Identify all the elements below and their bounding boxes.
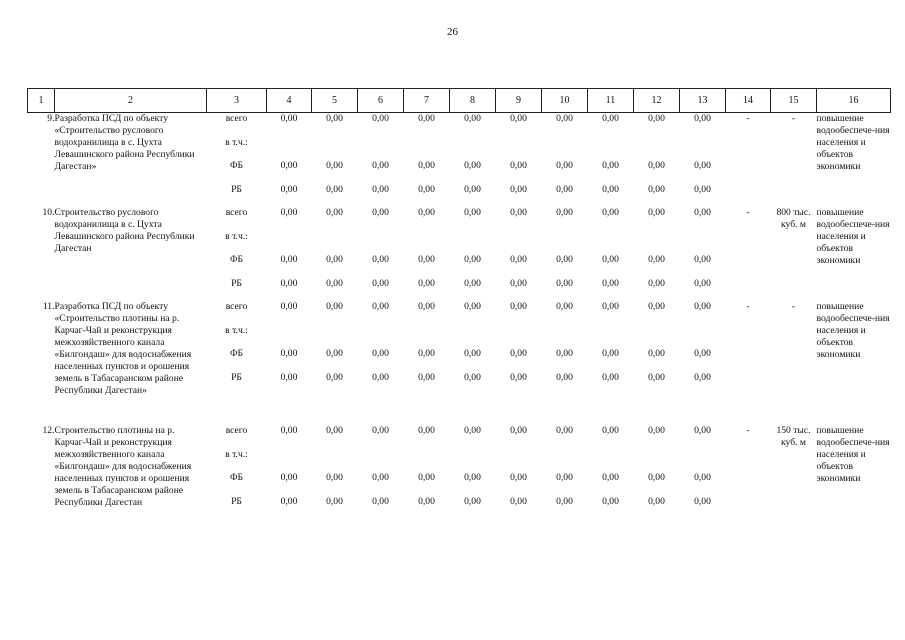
capacity-cell: 150 тыс. куб. м [776,425,811,448]
amount-value: 0,00 [464,425,481,436]
header-cell: 2 [55,89,207,113]
amount-value [267,449,312,473]
amount-value: 0,00 [372,160,389,171]
header-row [28,89,891,113]
header-cell: 1 [28,89,55,113]
amount-value: 0,00 [418,472,435,483]
financing-table [27,88,891,525]
header-cell: 11 [588,89,634,113]
amount-value [358,449,404,473]
value-cell [312,207,358,301]
value-cell [358,207,404,301]
funding-source-label: всего [225,425,248,436]
amount-value: 0,00 [280,301,298,312]
amount-value [542,137,588,161]
amount-value: 0,00 [280,183,298,195]
amount-value: 0,00 [510,160,527,171]
project-name: Разработка ПСД по объекту «Строительство плотины на р. Карчаг-Чай и реконструкция межхозяйственного канала «Билгондаш» для водоснабжения населенных пунктов и орошения земель в Табасаранском районе Республики Дагестан» [54,301,192,396]
amount-value: 0,00 [648,425,665,436]
amount-value [358,325,404,349]
funding-source-label: в т.ч.: [225,324,248,336]
amount-value: 0,00 [556,348,573,359]
value-cell [450,207,496,301]
amount-value [680,325,726,349]
amount-value: 0,00 [694,183,711,195]
amount-value: 0,00 [648,348,665,359]
amount-value: 0,00 [648,254,665,265]
amount-value: 0,00 [556,183,573,195]
value-cell [404,207,450,301]
amount-value: 0,00 [418,495,435,507]
funding-source-label: всего [225,113,248,124]
amount-value: 0,00 [280,495,298,507]
amount-value: 0,00 [372,348,389,359]
amount-value: 0,00 [418,348,435,359]
amount-value: 0,00 [648,495,665,507]
amount-value: 0,00 [602,207,619,218]
amount-value: 0,00 [694,207,711,218]
header-cell: 7 [404,89,450,113]
amount-value: 0,00 [694,277,711,289]
row-number: 12. [42,425,55,436]
amount-value: 0,00 [326,207,343,218]
funding-source-cell [207,301,267,425]
amount-value: 0,00 [326,277,343,289]
table-row [28,207,891,301]
amount-value: 0,00 [510,371,527,383]
amount-value: 0,00 [464,277,481,289]
header-cell: 6 [358,89,404,113]
funding-source-label: всего [225,301,248,312]
amount-value [634,231,680,255]
amount-value: 0,00 [464,183,481,195]
value-cell [542,301,588,425]
table-row [28,425,891,525]
funding-source-label: всего [225,207,248,218]
amount-value: 0,00 [280,160,298,171]
amount-value: 0,00 [694,160,711,171]
amount-value: 0,00 [602,472,619,483]
amount-value: 0,00 [510,472,527,483]
amount-value: 0,00 [694,301,711,312]
amount-value [680,137,726,161]
result-cell: повышение водообеспече-ния населения и объектов экономики [816,113,890,172]
amount-value [634,325,680,349]
amount-value [542,325,588,349]
amount-value [312,137,358,161]
amount-value: 0,00 [280,371,298,383]
amount-value: 0,00 [326,301,343,312]
amount-value [542,449,588,473]
value-cell [450,301,496,425]
amount-value: 0,00 [280,425,298,436]
amount-value [404,231,450,255]
result-cell: повышение водообеспече-ния населения и объектов экономики [816,425,890,484]
amount-value: 0,00 [418,183,435,195]
amount-value: 0,00 [418,425,435,436]
amount-value [267,137,312,161]
value-cell [358,113,404,208]
amount-value: 0,00 [372,495,389,507]
amount-value: 0,00 [602,301,619,312]
value-cell [496,113,542,208]
amount-value: 0,00 [648,277,665,289]
result-cell: повышение водообеспече-ния населения и объектов экономики [816,301,890,360]
header-cell: 12 [634,89,680,113]
amount-value: 0,00 [556,495,573,507]
amount-value: 0,00 [556,254,573,265]
amount-value [358,137,404,161]
amount-value: 0,00 [326,183,343,195]
amount-value: 0,00 [602,425,619,436]
amount-value: 0,00 [280,113,298,124]
header-cell: 3 [207,89,267,113]
amount-value: 0,00 [510,495,527,507]
amount-value: 0,00 [510,113,527,124]
page-number: 26 [447,26,458,38]
amount-value [312,231,358,255]
header-cell: 10 [542,89,588,113]
amount-value: 0,00 [372,207,389,218]
amount-value: 0,00 [326,348,343,359]
amount-value: 0,00 [556,472,573,483]
funding-source-cell [207,425,267,525]
amount-value: 0,00 [556,425,573,436]
amount-value: 0,00 [326,113,343,124]
header-cell: 13 [680,89,726,113]
funding-source-label: РБ [231,183,242,195]
funding-source-label: ФБ [229,160,244,171]
amount-value: 0,00 [418,371,435,383]
indicator-cell: - [746,113,750,124]
amount-value: 0,00 [372,371,389,383]
table-row [28,113,891,208]
amount-value [680,231,726,255]
amount-value: 0,00 [648,160,665,171]
amount-value: 0,00 [464,348,481,359]
amount-value: 0,00 [418,207,435,218]
amount-value [588,137,634,161]
table-row [28,301,891,425]
funding-source-label: РБ [231,371,242,383]
value-cell [588,207,634,301]
amount-value: 0,00 [556,371,573,383]
capacity-cell: - [791,301,796,312]
project-name: Строительство плотины на р. Карчаг-Чай и реконструкция межхозяйственного канала «Билгондаш» для водоснабжения населенных пунктов и орошения земель в Табасаранском районе Республики Дагестан [54,425,192,508]
amount-value [542,231,588,255]
amount-value: 0,00 [556,207,573,218]
value-cell [358,301,404,425]
amount-value: 0,00 [648,113,665,124]
amount-value: 0,00 [464,495,481,507]
funding-source-label: ФБ [229,254,244,265]
amount-value: 0,00 [280,207,298,218]
value-cell [404,301,450,425]
project-name: Разработка ПСД по объекту «Строительство руслового водохранилища в с. Цухта Левашинского района Республики Дагестан» [54,113,195,172]
amount-value: 0,00 [326,472,343,483]
value-cell [542,113,588,208]
funding-source-label: в т.ч.: [225,230,248,242]
amount-value: 0,00 [280,277,298,289]
result-cell: повышение водообеспече-ния населения и объектов экономики [816,207,890,266]
amount-value [358,231,404,255]
amount-value: 0,00 [464,207,481,218]
amount-value: 0,00 [602,348,619,359]
amount-value: 0,00 [464,113,481,124]
amount-value [312,449,358,473]
value-cell [542,425,588,525]
amount-value: 0,00 [372,301,389,312]
amount-value: 0,00 [602,113,619,124]
amount-value: 0,00 [418,160,435,171]
project-name: Строительство руслового водохранилища в с. Цухта Левашинского района Республики Дагестан [54,207,195,254]
amount-value: 0,00 [510,207,527,218]
amount-value [634,137,680,161]
value-cell [312,425,358,525]
amount-value: 0,00 [280,254,298,265]
amount-value: 0,00 [418,113,435,124]
amount-value [404,449,450,473]
amount-value [634,449,680,473]
amount-value: 0,00 [280,472,298,483]
header-cell: 15 [771,89,817,113]
amount-value [404,137,450,161]
amount-value: 0,00 [648,472,665,483]
header-cell: 8 [450,89,496,113]
amount-value: 0,00 [648,371,665,383]
amount-value: 0,00 [602,277,619,289]
amount-value: 0,00 [510,348,527,359]
amount-value [267,325,312,349]
amount-value: 0,00 [418,301,435,312]
amount-value: 0,00 [372,183,389,195]
amount-value: 0,00 [694,425,711,436]
amount-value: 0,00 [556,301,573,312]
value-cell [312,301,358,425]
amount-value: 0,00 [648,301,665,312]
value-cell [404,425,450,525]
amount-value [267,231,312,255]
amount-value: 0,00 [556,160,573,171]
amount-value: 0,00 [464,301,481,312]
value-cell [312,113,358,208]
row-number: 9. [47,113,55,124]
amount-value [496,325,542,349]
amount-value: 0,00 [326,425,343,436]
value-cell [680,425,726,525]
amount-value: 0,00 [464,371,481,383]
amount-value: 0,00 [602,254,619,265]
amount-value [450,449,496,473]
value-cell [450,425,496,525]
funding-source-label: РБ [231,495,242,507]
amount-value: 0,00 [602,495,619,507]
amount-value [450,231,496,255]
amount-value: 0,00 [602,183,619,195]
amount-value: 0,00 [464,254,481,265]
amount-value: 0,00 [556,277,573,289]
capacity-cell: 800 тыс. куб. м [776,207,811,230]
row-number: 10. [42,207,55,218]
value-cell [634,425,680,525]
funding-source-cell [207,207,267,301]
amount-value [450,137,496,161]
value-cell [404,113,450,208]
value-cell [634,113,680,208]
amount-value: 0,00 [418,254,435,265]
amount-value [496,231,542,255]
capacity-cell: - [791,113,796,124]
amount-value: 0,00 [326,160,343,171]
amount-value [588,325,634,349]
value-cell [496,301,542,425]
amount-value: 0,00 [372,254,389,265]
amount-value: 0,00 [510,425,527,436]
value-cell [588,425,634,525]
amount-value: 0,00 [602,371,619,383]
amount-value: 0,00 [648,183,665,195]
value-cell [358,425,404,525]
amount-value: 0,00 [510,301,527,312]
header-cell: 16 [817,89,891,113]
amount-value: 0,00 [418,277,435,289]
funding-source-label: ФБ [229,348,244,359]
value-cell [496,425,542,525]
value-cell [267,207,312,301]
amount-value: 0,00 [280,348,298,359]
header-cell: 9 [496,89,542,113]
indicator-cell: - [746,425,750,436]
amount-value: 0,00 [464,472,481,483]
amount-value: 0,00 [372,472,389,483]
amount-value [588,449,634,473]
amount-value: 0,00 [556,113,573,124]
amount-value: 0,00 [510,277,527,289]
amount-value [450,325,496,349]
value-cell [634,301,680,425]
header-cell: 14 [726,89,771,113]
amount-value: 0,00 [648,207,665,218]
header-cell: 5 [312,89,358,113]
value-cell [588,113,634,208]
amount-value: 0,00 [372,277,389,289]
value-cell [588,301,634,425]
amount-value: 0,00 [694,472,711,483]
indicator-cell: - [746,301,750,312]
amount-value: 0,00 [694,348,711,359]
value-cell [267,113,312,208]
amount-value: 0,00 [694,254,711,265]
value-cell [267,301,312,425]
amount-value: 0,00 [602,160,619,171]
funding-source-label: РБ [231,277,242,289]
value-cell [680,113,726,208]
amount-value [496,449,542,473]
amount-value: 0,00 [372,425,389,436]
amount-value: 0,00 [326,495,343,507]
amount-value [312,325,358,349]
funding-source-cell [207,113,267,208]
value-cell [542,207,588,301]
amount-value: 0,00 [326,371,343,383]
funding-source-label: в т.ч.: [225,448,248,460]
amount-value [680,449,726,473]
amount-value: 0,00 [694,371,711,383]
row-number: 11. [42,301,55,312]
value-cell [450,113,496,208]
amount-value: 0,00 [326,254,343,265]
amount-value: 0,00 [372,113,389,124]
value-cell [680,301,726,425]
indicator-cell: - [746,207,750,218]
amount-value: 0,00 [510,183,527,195]
header-cell: 4 [267,89,312,113]
amount-value [588,231,634,255]
amount-value [404,325,450,349]
value-cell [267,425,312,525]
amount-value: 0,00 [694,495,711,507]
value-cell [634,207,680,301]
value-cell [496,207,542,301]
funding-source-label: ФБ [229,472,244,483]
value-cell [680,207,726,301]
amount-value: 0,00 [464,160,481,171]
amount-value: 0,00 [694,113,711,124]
funding-source-label: в т.ч.: [225,136,248,148]
amount-value: 0,00 [510,254,527,265]
amount-value [496,137,542,161]
